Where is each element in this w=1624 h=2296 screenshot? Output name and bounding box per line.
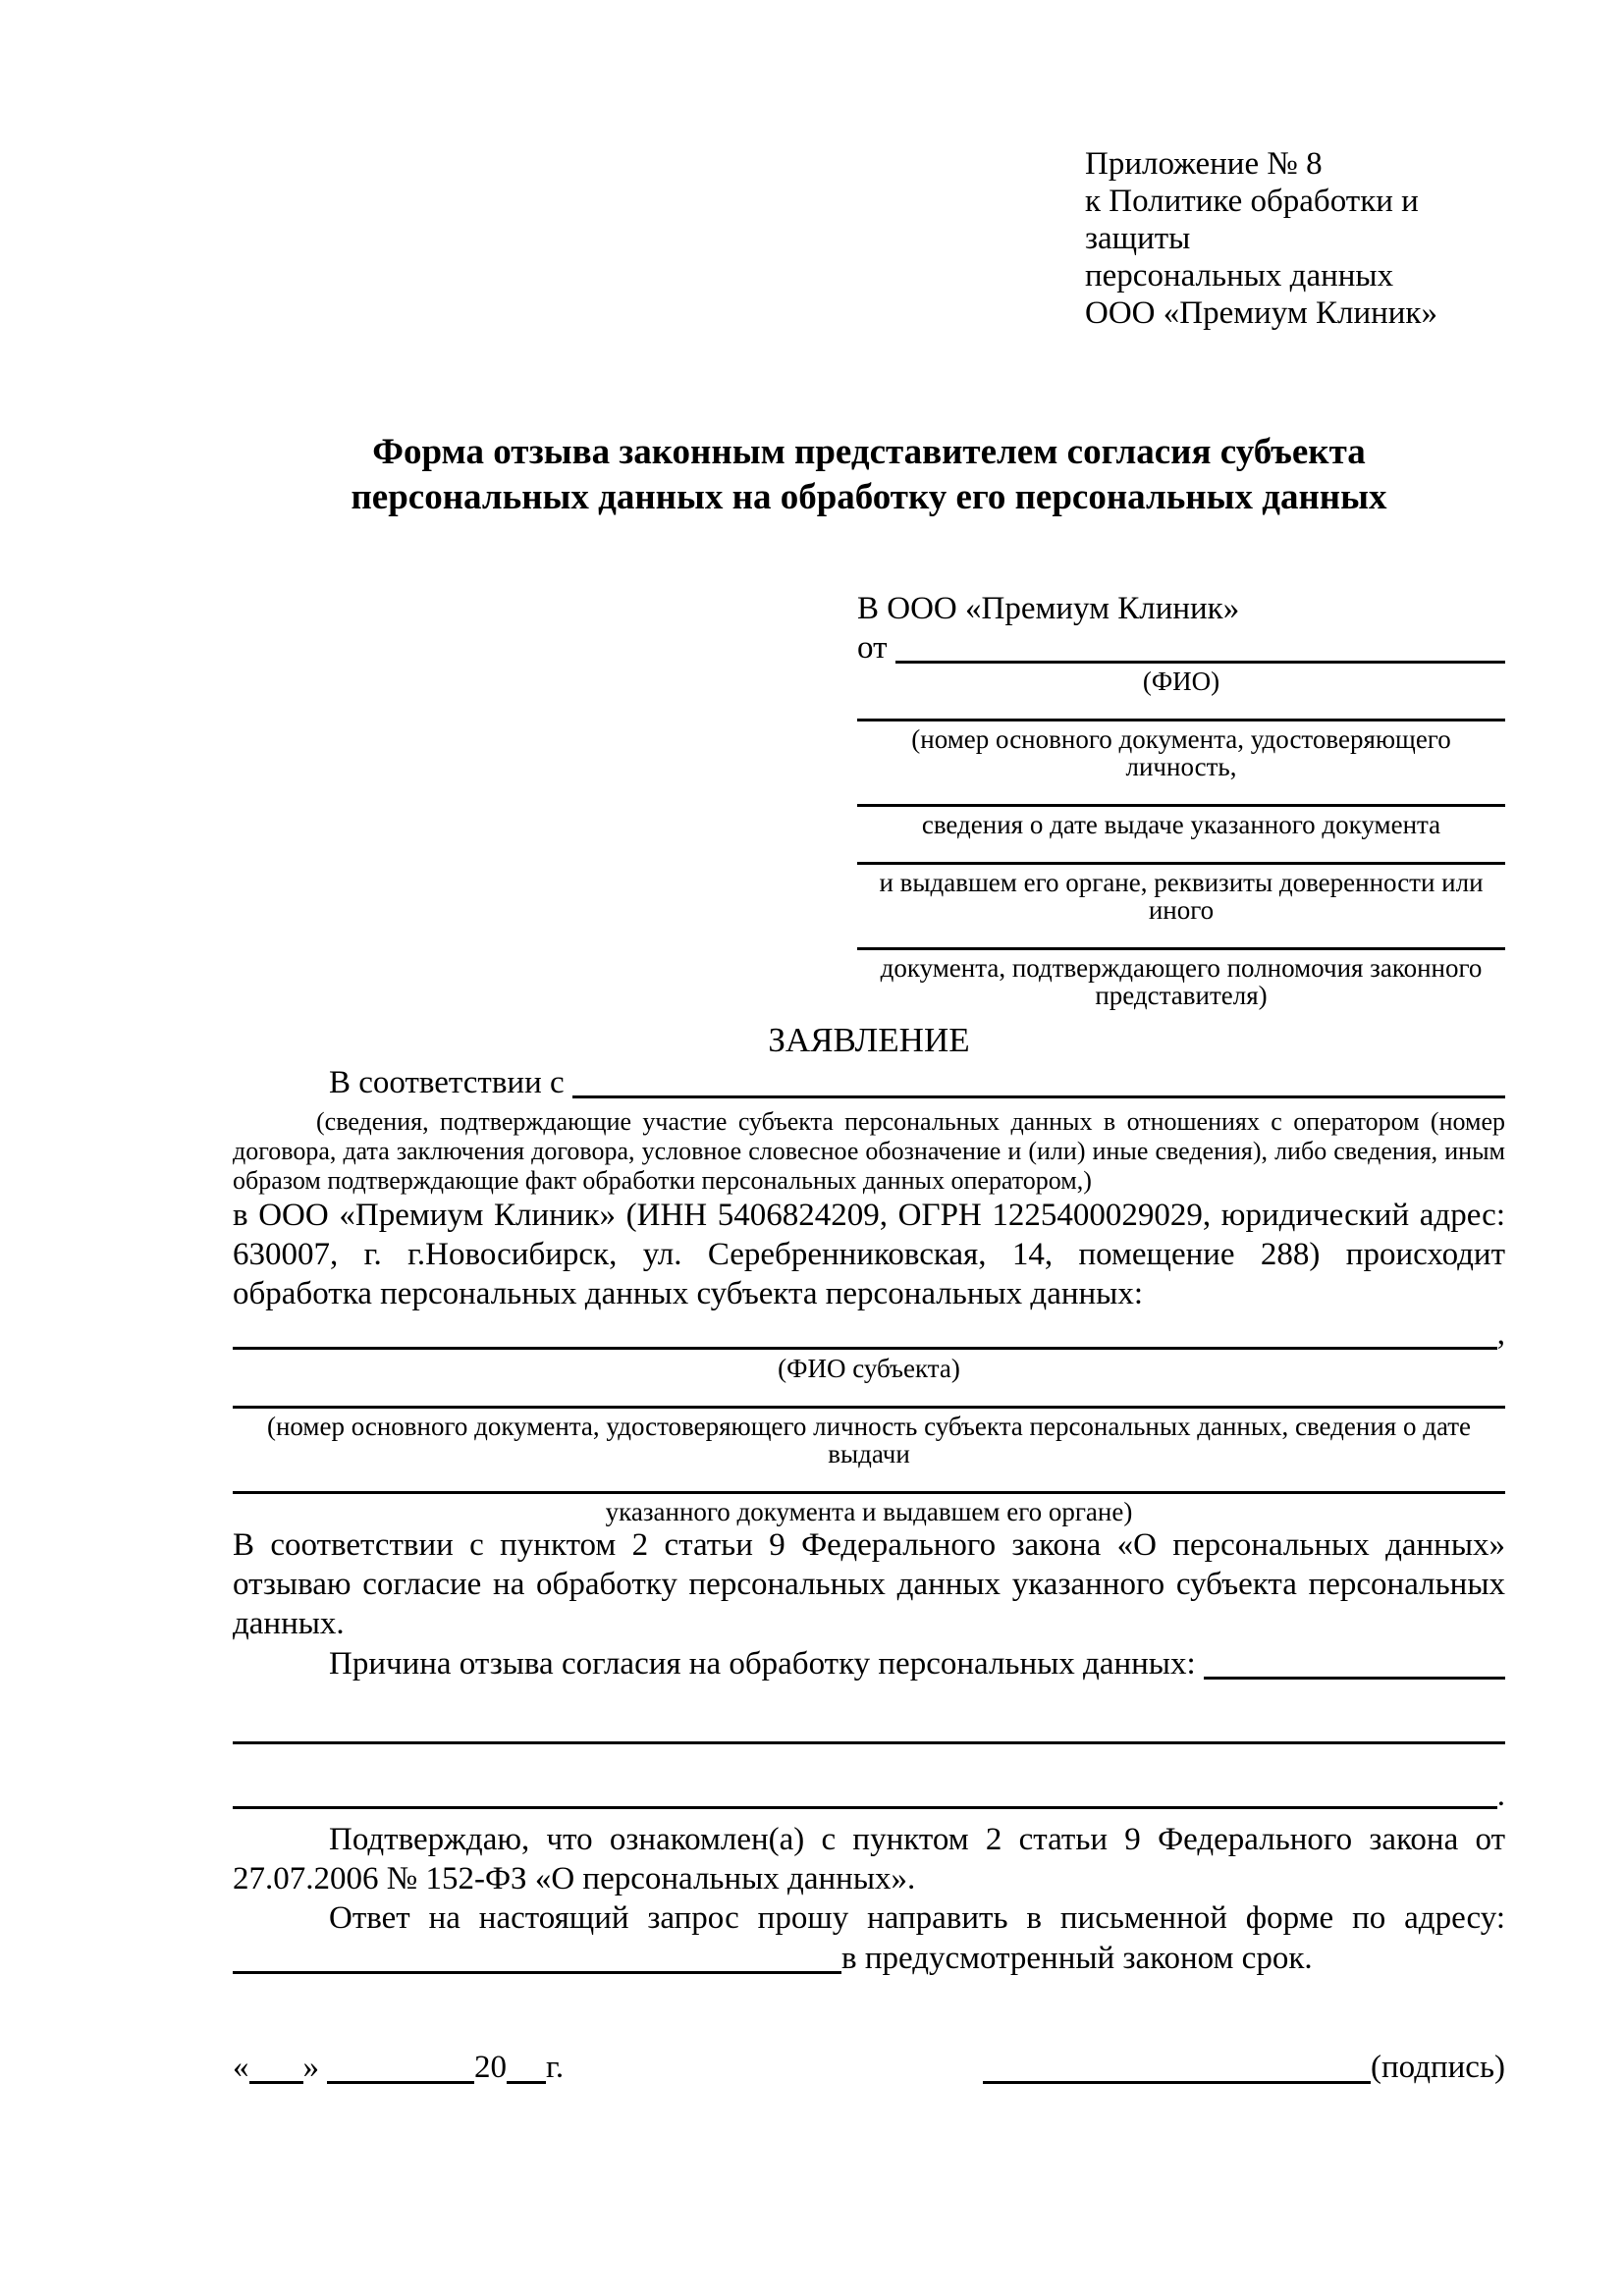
issue-date-field-line (857, 804, 1505, 807)
appendix-header-line: к Политике обработки и защиты (1085, 184, 1419, 256)
reason-prefix: Причина отзыва согласия на обработку персональных данных: (329, 1646, 1196, 1682)
signature-field-line (983, 2081, 1371, 2084)
document-content (233, 145, 1505, 2089)
subject-fio-field-line (233, 1347, 1497, 1350)
from-fio-field-line (895, 661, 1506, 664)
document-number-field-line (857, 719, 1505, 721)
reply-address-field-line (233, 1971, 841, 1974)
day-field-line (249, 2081, 303, 2084)
appendix-header-line: Приложение № 8 (1085, 146, 1323, 182)
close-quote: » (302, 2050, 319, 2085)
document-title-line1: Форма отзыва законным представителем согласия субъекта (372, 432, 1366, 472)
signature-block (983, 2046, 1505, 2089)
operator-paragraph: в ООО «Премиум Клиник» (ИНН 5406824209, ОГРН 1225400029029, юридический адрес: 630007, г. г.Новосибирск, ул. Серебренниковская, 14, помещение 288) происходит обработка персональных данных субъекта персональных данных: (233, 1198, 1505, 1311)
document-title-line2: персональных данных на обработку его персональных данных (351, 477, 1387, 517)
issuing-authority-caption: и выдавшем его органе, реквизиты доверенности или иного (879, 868, 1484, 925)
document-number-caption: (номер основного документа, удостоверяющего личность, (911, 724, 1451, 781)
year-field-line (507, 2081, 546, 2084)
reply-suffix: в предусмотренный законом срок. (841, 1941, 1313, 1976)
subject-document-caption: (номер основного документа, удостоверяющего личность субъекта персональных данных, сведения о дате выдачи (266, 1412, 1472, 1468)
fine-print-note: (сведения, подтверждающие участие субъекта персональных данных в отношениях с оператором (номер договора, дата заключения договора, условное словесное обозначение и (или) иные сведения), либо сведения, иным образом подтверждающие факт обработки персональных данных оператором,) (233, 1107, 1505, 1195)
subject-document-field-line (233, 1406, 1505, 1409)
in-accordance-field-line (572, 1095, 1505, 1098)
reply-address-row (233, 1938, 1505, 1979)
month-field-line (327, 2081, 474, 2084)
year-prefix: 20 (474, 2050, 507, 2085)
appendix-header-line: персональных данных (1085, 258, 1394, 294)
document-title (233, 430, 1505, 520)
subject-document-group (233, 1406, 1505, 1468)
appendix-header (1085, 145, 1505, 332)
statement-heading: ЗАЯВЛЕНИЕ (768, 1021, 970, 1059)
authority-document-field-line (857, 947, 1505, 950)
period-after-line: . (1496, 1778, 1505, 1813)
reason-continuation-line-1 (233, 1741, 1505, 1744)
authority-document-caption: документа, подтверждающего полномочия законного представителя) (880, 953, 1483, 1010)
reason-continuation-row-2 (233, 1778, 1505, 1814)
signature-caption: (подпись) (1371, 2050, 1505, 2085)
addressee-block (857, 589, 1505, 1009)
from-row (857, 628, 1505, 667)
appendix-header-line: ООО «Премиум Клиник» (1085, 295, 1437, 331)
withdrawal-paragraph: В соответствии с пунктом 2 статьи 9 Федерального закона «О персональных данных» отзываю согласие на обработку персональных данных указанного субъекта персональных данных. (233, 1527, 1505, 1641)
reason-continuation-line-2 (233, 1806, 1497, 1809)
date-block (233, 2046, 564, 2089)
comma-after-line: , (1496, 1316, 1505, 1352)
issuing-authority-group (857, 862, 1505, 924)
from-label: от (857, 630, 888, 666)
in-accordance-row (233, 1062, 1505, 1103)
confirm-paragraph: Подтверждаю, что ознакомлен(а) с пунктом 2 статьи 9 Федерального закона от 27.07.2006 № 152-ФЗ «О персональных данных». (233, 1822, 1505, 1896)
subject-fio-caption: (ФИО субъекта) (778, 1354, 960, 1383)
subject-authority-group (233, 1491, 1505, 1525)
reason-row (233, 1643, 1505, 1684)
in-accordance-prefix: В соответствии с (329, 1065, 565, 1100)
reply-paragraph: Ответ на настоящий запрос прошу направить в письменной форме по адресу: (329, 1900, 1505, 1936)
subject-authority-field-line (233, 1491, 1505, 1494)
issuing-authority-field-line (857, 862, 1505, 865)
signature-row (233, 2046, 1505, 2089)
issue-date-group (857, 804, 1505, 838)
fio-caption: (ФИО) (1142, 667, 1220, 696)
issue-date-caption: сведения о дате выдаче указанного документа (921, 810, 1441, 839)
addressee-to: В ООО «Премиум Клиник» (857, 591, 1240, 626)
document-number-group (857, 719, 1505, 780)
subject-fio-row (233, 1313, 1505, 1355)
open-quote: « (233, 2050, 249, 2085)
authority-document-group (857, 947, 1505, 1009)
reason-field-line (1204, 1677, 1505, 1680)
year-suffix: г. (546, 2050, 565, 2085)
subject-authority-caption: указанного документа и выдавшем его органе) (605, 1497, 1133, 1526)
